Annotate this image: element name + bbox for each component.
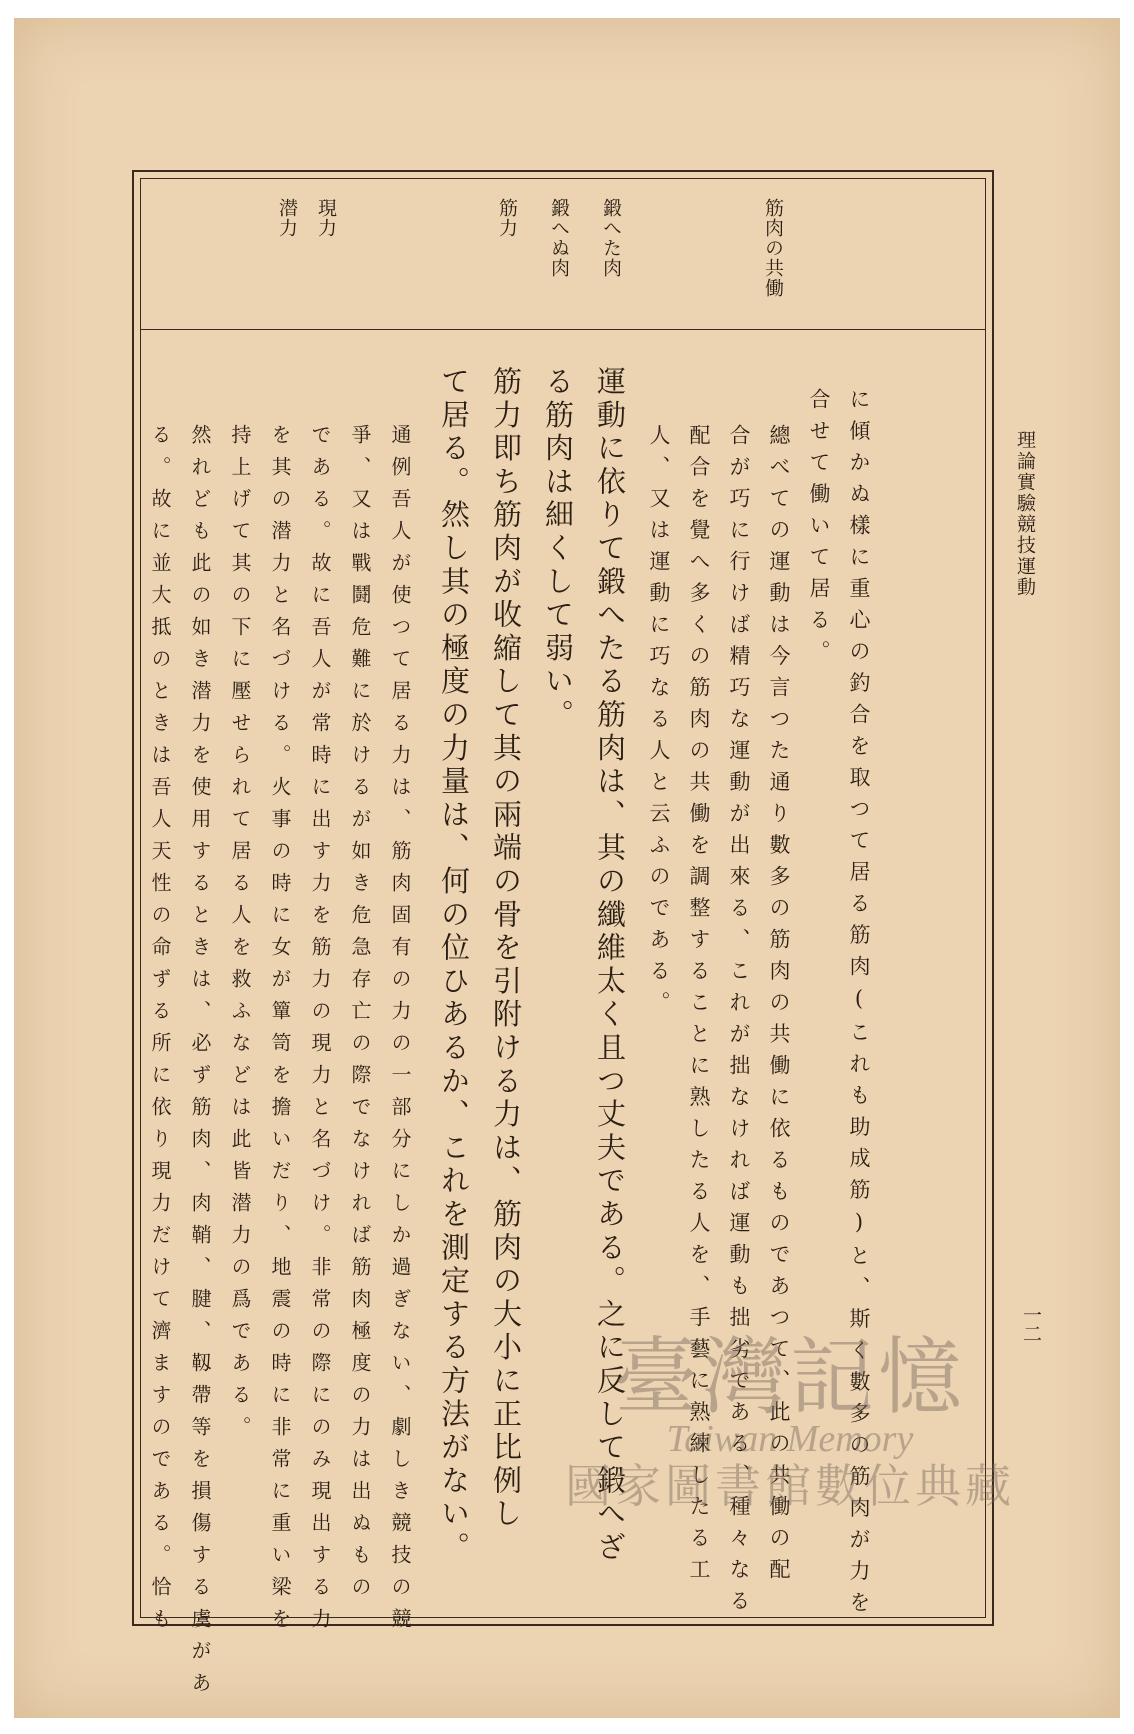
body-line-13: である。故に吾人が常時に出す力を筋力の現力と名づけ。非常の際にのみ現出する力	[308, 424, 332, 1640]
body-line-8: る筋肉は細くして弱い。	[541, 366, 575, 733]
margin-note-divider	[140, 329, 986, 330]
body-line-11: 通例吾人が使つて居る力は、筋肉固有の力の一部分にしか過ぎない、劇しき競技の競	[388, 424, 412, 1640]
body-line-10: て居る。然し其の極度の力量は、何の位ひあるか、これを測定する方法がない。	[437, 366, 471, 1565]
watermark-subtitle-cn: 國家圖書館數位典藏	[565, 1459, 1015, 1513]
sidenote-latent-strength: 潜力	[276, 198, 298, 238]
body-line-15: 持上げて其の下に壓せられて居る人を救ふなどは此皆潜力の爲である。	[228, 424, 252, 1448]
body-line-3: 總べての運動は今言つた通り數多の筋肉の共働に依るものであつて、此の共働の配	[767, 424, 791, 1590]
library-watermark	[520, 1328, 1060, 1513]
sidenote-untrained-muscle: 鍛へぬ肉	[548, 198, 570, 278]
body-line-6: 人、又は運動に巧なる人と云ふのである。	[647, 424, 671, 1023]
body-line-12: 爭、又は戰鬪危難に於けるが如き危急存亡の際でなければ筋肉極度の力は出ぬもの	[348, 424, 372, 1608]
page-number: 一二	[1020, 1305, 1042, 1343]
watermark-title: 臺灣記憶	[613, 1328, 966, 1426]
sidenote-muscle-strength: 筋力	[496, 198, 518, 238]
body-line-2: 合せて働いて居る。	[807, 388, 831, 672]
sidenote-present-strength: 現力	[315, 198, 337, 238]
body-line-17: る。故に並大抵のときは吾人天性の命ずる所に依り現力だけて濟ますのである。恰も	[148, 424, 172, 1640]
body-line-9: 筋力即ち筋肉が收縮して其の兩端の骨を引附ける力は、筋肉の大小に正比例し	[489, 366, 523, 1532]
body-line-16: 然れども此の如き潜力を使用するときは、必ず筋肉、肉鞘、腱、靱帶等を損傷する虞があ	[188, 424, 212, 1704]
body-line-4: 合が巧に行けば精巧な運動が出來る、これが拙なければ運動も拙劣である、種々なる	[727, 424, 751, 1621]
body-line-7: 運動に依りて鍛へたる筋肉は、其の纖維太く且つ丈夫である。之に反して鍛へざ	[593, 366, 627, 1565]
watermark-subtitle-en: Taiwan Memory	[666, 1418, 914, 1460]
body-line-1: に傾かぬ樣に重心の釣合を取つて居る筋肉(これも助成筋)と、斯く數多の筋肉が力を	[847, 388, 871, 1623]
sidenote-trained-muscle: 鍛へた肉	[600, 198, 622, 278]
sidenote-muscle-cooperation: 筋肉の共働	[762, 198, 784, 298]
running-title: 理論實驗競技運動	[1014, 430, 1036, 598]
body-line-5: 配合を覺へ多くの筋肉の共働を調整することに熟したる人を、手藝に熟練したる工	[687, 424, 711, 1590]
body-line-14: を其の潜力と名づける。火事の時に女が簞笥を擔いだり、地震の時に非常に重い梁を	[268, 424, 292, 1640]
